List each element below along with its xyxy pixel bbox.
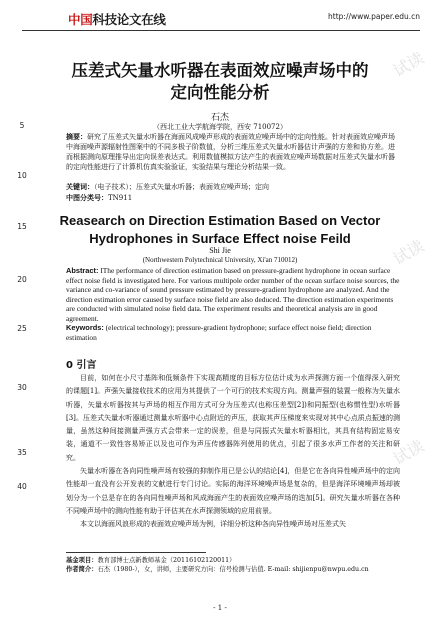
paper-title-en <box>40 212 400 248</box>
footnote-rule <box>66 552 206 553</box>
fund-text: 教育部博士点新教师基金（20116102120011） <box>97 557 236 564</box>
logo-red-text: 中国 <box>68 12 93 27</box>
page-number: - 1 - <box>213 604 227 612</box>
keywords-label-cn: 关键词： <box>66 183 94 191</box>
site-logo <box>68 10 166 28</box>
keywords-en <box>66 323 400 342</box>
title-line: Hydrophones in Surface Effect noise Feild <box>89 231 351 246</box>
author-bio-label: 作者简介： <box>66 566 98 573</box>
line-number: 35 <box>17 448 27 457</box>
line-number: 40 <box>17 482 27 491</box>
affiliation-en: (Northwestern Polytechnical University, Xi'an 710012) <box>142 256 298 264</box>
abstract-en <box>66 266 400 324</box>
author-bio-text: 石杰（1980-），女，讲师，主要研究方向：信号检测与估值. E-mail: shijienpu@nwpu.edu.cn <box>97 566 369 573</box>
class-value: TN911 <box>108 194 133 202</box>
paragraph: 本文以海面风浪形成的表面效应噪声场为例，详细分析这种各向异性噪声场对压差式矢 <box>80 520 346 529</box>
abstract-label-en: Abstract: <box>66 266 99 275</box>
paragraph: 目前，如何在小尺寸基阵和低频条件下实现高精度的目标方位估计成为水声探测方面一个值得深入研究的课题[1]。声强矢量接收技术的应用为其提供了一个可行的技术实现方向。测量声强的装置一般称为矢量水听器，矢量水听器按其与声场的相互作用方式可分为压差式(也称压差型[2])和同振型(也称惯性型)水听器[3]。压差式矢量水听器通过测量水听器中心点附近的声压，获取其声压梯度来实现对其中心点质点振速的测量，虽然这种间接测量声强方式会带来一定的误差，但是与同振式矢量水听器相比，其具有结构固定易安装，通道不一致性容易矫正以及也可作为声压传感器阵列使用的优点，引起了很多水声工作者的关注和研究。 <box>66 374 400 462</box>
affiliation-cn: （西北工业大学航海学院，西安 710072） <box>153 123 287 131</box>
line-number: 30 <box>17 383 27 392</box>
logo-dark-text: 科技论文在线 <box>92 12 166 27</box>
fund-label: 基金项目： <box>66 557 98 564</box>
section-heading: 0 引言 <box>66 360 97 371</box>
line-number: 10 <box>17 171 27 180</box>
header-url[interactable]: http://www.paper.edu.cn <box>328 12 420 21</box>
author-en: Shi Jie <box>209 246 231 255</box>
watermark: 试读 <box>389 236 428 269</box>
line-number: 25 <box>17 324 27 333</box>
author-cn: 石杰 <box>210 113 229 123</box>
body-text <box>66 372 400 532</box>
title-line: Reasearch on Direction Estimation Based on Vector <box>59 213 381 228</box>
abstract-label-cn: 摘要： <box>66 133 87 141</box>
watermark: 试读 <box>389 48 428 81</box>
keywords-text-en: (electrical technology); pressure-gradient hydrophone; surface effect noise field; direction estimation <box>66 323 372 342</box>
line-number: 5 <box>19 121 25 130</box>
class-label: 中图分类号： <box>66 194 108 202</box>
keywords-label-en: Keywords: <box>66 323 104 332</box>
paragraph: 矢量水听器在各向同性噪声场有较强的抑制作用已是公认的结论[4]，但是它在各向异性噪声场中的定向性能却一直没有公开发表的文献进行专门讨论。实际的海洋环境噪声场是复杂的，但是海洋环境噪声场却被划分为一个总是存在的各向同性噪声场和风成海面产生的表面效应噪声场的迭加[5]。研究矢量水听器在各种不同噪声场中的测向性能有助于评估其在水声探测领域的应用前景。 <box>66 467 400 515</box>
author-bio-line <box>66 565 400 574</box>
abstract-text-en: IThe performance of direction estimation based on pressure-gradient hydrophone in ocean surface effect noise field is investigated here. For various multipole order number of the ocean surface noise sources, the variance and co-variance of sound pressure estimated by pressure-gradient hydrophone are analyzed. And the direction estimation error caused by surface noise field are also deduced. The direction estimation experiments are conducted with simulated noise field data. The experiment results and theoretical analysis are in good agreement. <box>66 266 400 323</box>
watermark: 试读 <box>389 436 428 469</box>
footnote <box>66 556 400 574</box>
keywords-cn <box>66 182 400 192</box>
line-number: 20 <box>17 275 27 284</box>
page-header <box>22 4 420 30</box>
class-number <box>66 193 400 203</box>
abstract-text-cn: 研究了压差式矢量水听器在海面风成噪声形成的表面效应噪声场中的定向性能。针对表面效应噪声场中海面噪声源辐射性图案中的不同多极子阶数值，分析三维压差式矢量水听器估计声强的方差和协方差。进而根据测向原理推导出定向误差表达式。利用数值模拟方法产生的表面效应噪声场数据对压差式矢量水听器的定向性能进行了计算机仿真实验验证，实验结果与理论分析结果一致。 <box>66 133 395 171</box>
title-line: 定向性能分析 <box>170 83 270 102</box>
keywords-text-cn: （电子技术）；压差式矢量水听器；表面效应噪声场；定向 <box>94 183 269 191</box>
abstract-cn <box>66 132 400 172</box>
paper-title-cn <box>40 60 400 104</box>
header-rule <box>22 30 420 31</box>
title-line: 压差式矢量水听器在表面效应噪声场中的 <box>71 61 369 80</box>
fund-line <box>66 556 400 565</box>
line-number: 15 <box>17 222 27 231</box>
